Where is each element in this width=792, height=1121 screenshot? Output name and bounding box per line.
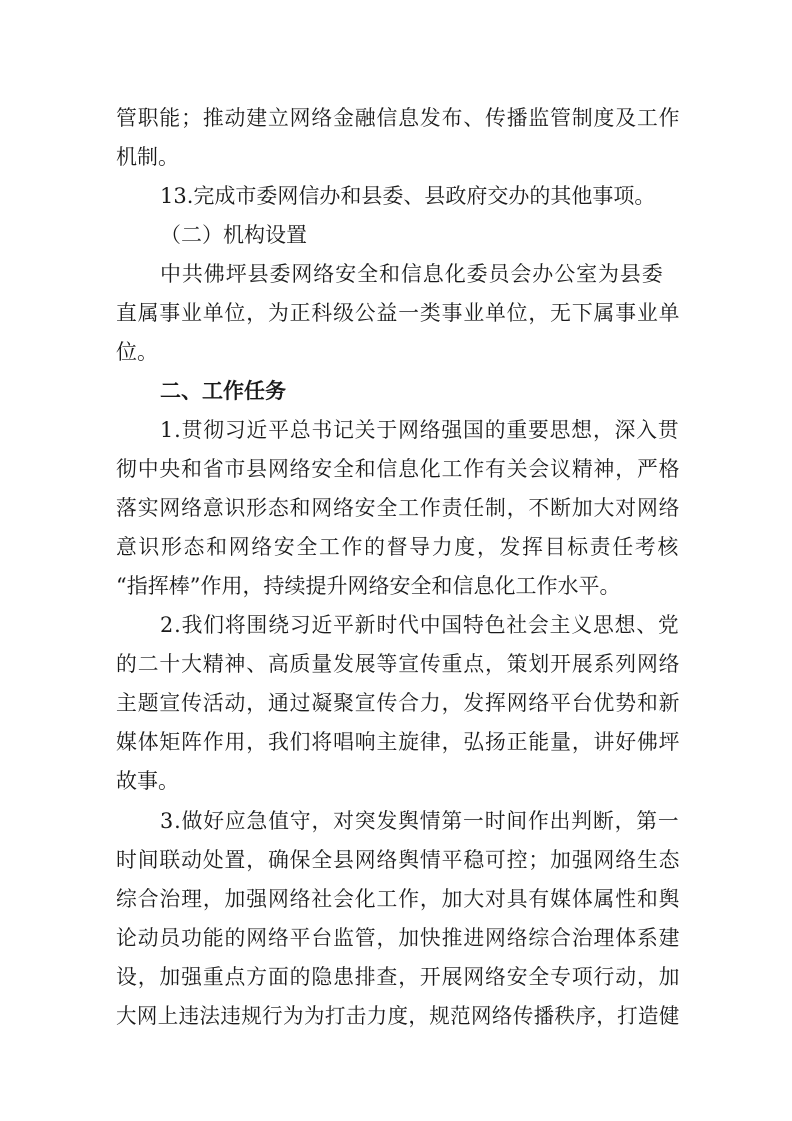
text-line: 大网上违法违规行为为打击力度，规范网络传播秩序，打造健 [116,1004,680,1028]
chapter-heading: 二、工作任务 [160,379,286,403]
text-line: 彻中央和省市县网络安全和信息化工作有关会议精神，严格 [116,457,681,481]
text-line: “指挥棒”作用，持续提升网络安全和信息化工作水平。 [116,574,621,598]
text-line: 意识形态和网络安全工作的督导力度，发挥目标责任考核 [116,535,681,559]
section-heading: （二）机构设置 [160,223,307,247]
text-line: 落实网络意识形态和网络安全工作责任制，不断加大对网络 [116,496,681,520]
text-line: 论动员功能的网络平台监管，加快推进网络综合治理体系建 [116,926,681,950]
text-line: 机制。 [116,145,179,169]
text-line: 设，加强重点方面的隐患排查，开展网络安全专项行动，加 [116,965,681,989]
text-line: 直属事业单位，为正科级公益一类事业单位，无下属事业单 [116,301,681,325]
text-line: 的二十大精神、高质量发展等宣传重点，策划开展系列网络 [116,652,681,676]
text-line: 时间联动处置，确保全县网络舆情平稳可控；加强网络生态 [116,848,681,872]
text-line: 1.贯彻习近平总书记关于网络强国的重要思想，深入贯 [160,418,680,442]
text-line: 位。 [116,340,158,364]
text-line: 2.我们将围绕习近平新时代中国特色社会主义思想、党 [160,613,680,637]
text-line: 主题宣传活动，通过凝聚宣传合力，发挥网络平台优势和新 [116,691,681,715]
text-line: 管职能；推动建立网络金融信息发布、传播监管制度及工作 [116,106,681,130]
text-line: 媒体矩阵作用，我们将唱响主旋律，弘扬正能量，讲好佛坪 [116,730,681,754]
text-line: 故事。 [116,769,179,793]
text-line: 13.完成市委网信办和县委、县政府交办的其他事项。 [160,184,656,208]
text-line: 3.做好应急值守，对突发舆情第一时间作出判断，第一 [160,809,680,833]
text-line: 中共佛坪县委网络安全和信息化委员会办公室为县委 [160,262,664,286]
text-line: 综合治理，加强网络社会化工作，加大对具有媒体属性和舆 [116,887,681,911]
